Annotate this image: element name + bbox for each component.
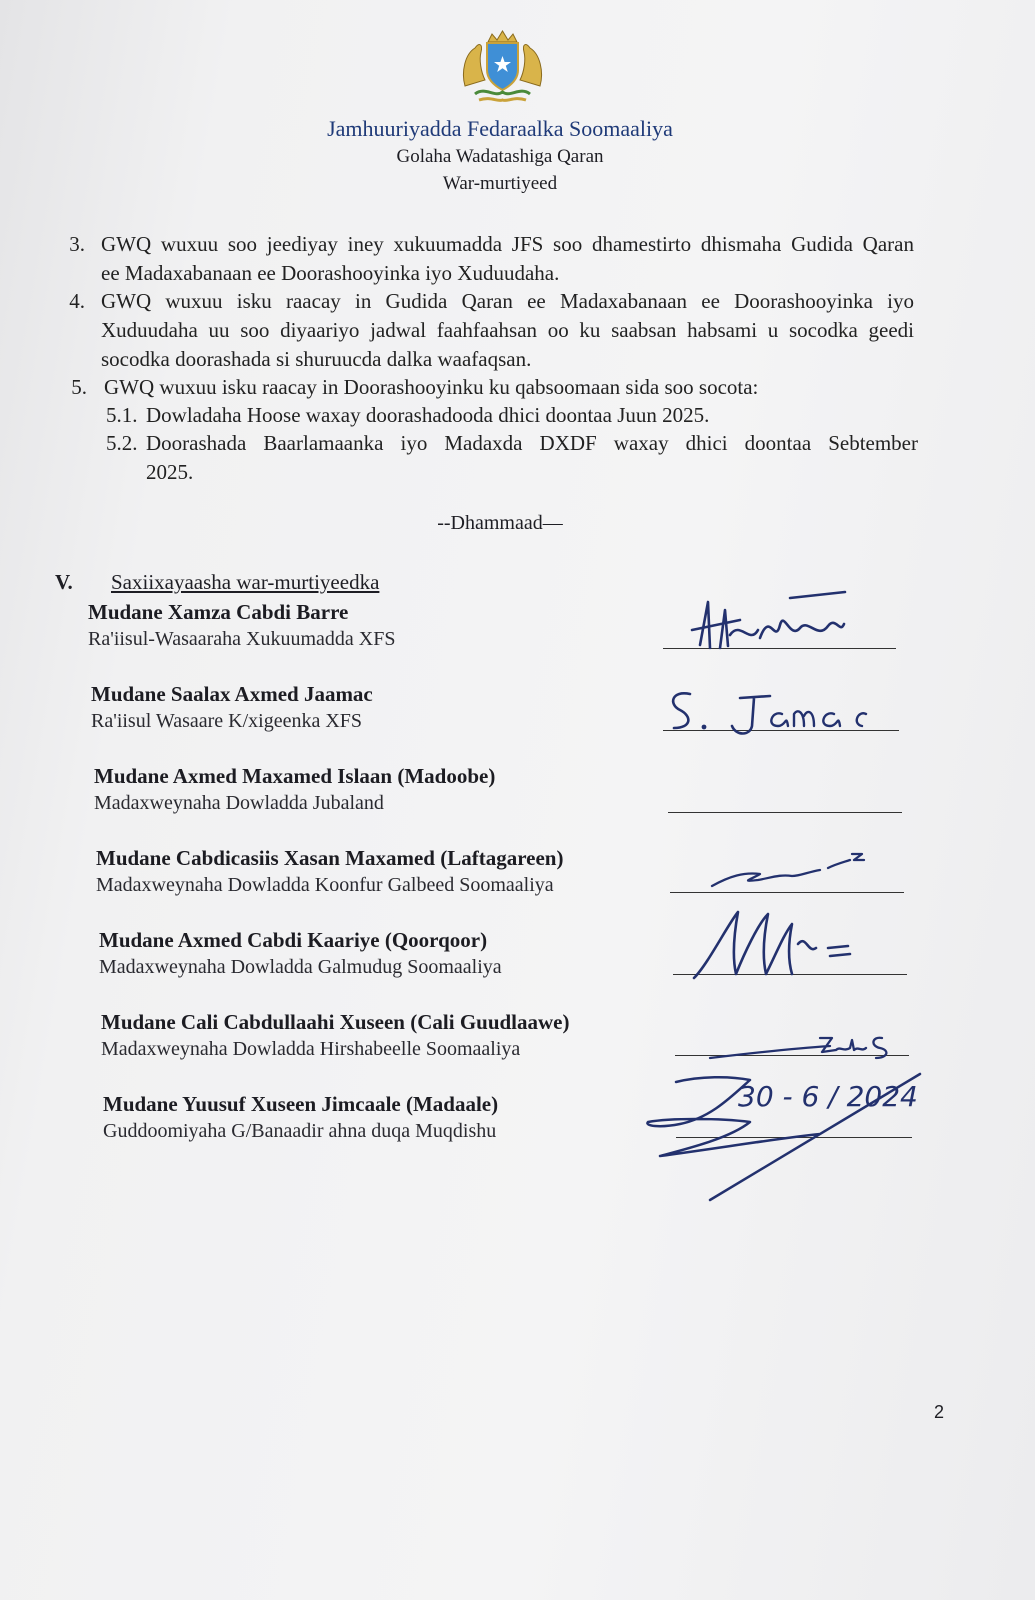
page-number: 2 <box>934 1402 945 1422</box>
signatory-name: Mudane Yuusuf Xuseen Jimcaale (Madaale) <box>103 1092 499 1116</box>
signatory-role: Ra'iisul-Wasaaraha Xukuumadda XFS <box>88 628 396 650</box>
end-mark: --Dhammaad— <box>437 512 563 534</box>
signatory-2 <box>91 682 373 733</box>
signatory-name: Mudane Xamza Cabdi Barre <box>88 600 349 624</box>
signatory-name: Mudane Axmed Maxamed Islaan (Madoobe) <box>94 764 496 788</box>
item-text-line: ee Madaxabanaan ee Doorashooyinka iyo Xuduudaha. <box>101 261 560 285</box>
signatory-name: Mudane Cali Cabdullaahi Xuseen (Cali Guudlaawe) <box>101 1010 570 1034</box>
signatory-role: Madaxweynaha Dowladda Jubaland <box>94 792 384 814</box>
signature-line <box>668 812 902 813</box>
item-text-line: Xuduudaha uu soo diyaariyo jadwal faahfaahsan oo ku saabsan habsami u socodka geedi <box>101 318 914 342</box>
header-council: Golaha Wadatashiga Qaran <box>396 146 604 167</box>
section-number: V. <box>55 570 73 594</box>
section-heading <box>55 570 379 595</box>
signatory-role: Madaxweynaha Dowladda Hirshabeelle Soomaaliya <box>101 1038 521 1060</box>
header-doc-type: War-murtiyeed <box>442 173 558 194</box>
header-republic: Jamhuuriyadda Fedaraalka Soomaaliya <box>327 116 673 141</box>
item-text-line: GWQ wuxuu isku raacay in Doorashooyinku ku qabsoomaan sida soo socota: <box>104 375 759 399</box>
sub-item-text-line: 2025. <box>146 460 194 484</box>
handwritten-signature <box>700 1028 910 1064</box>
handwritten-signature <box>700 846 870 892</box>
signatory-name: Mudane Saalax Axmed Jaamac <box>91 682 373 706</box>
item-text-line: GWQ wuxuu isku raacay in Gudida Qaran ee Madaxabanaan ee Doorashooyinka iyo <box>101 289 914 313</box>
signatory-role: Guddoomiyaha G/Banaadir ahna duqa Muqdishu <box>103 1120 497 1142</box>
sub-item-number: 5.1. <box>106 403 138 427</box>
sub-item-text-line: Doorashada Baarlamaanka iyo Madaxda DXDF waxay dhici doontaa Sebtember <box>146 431 918 455</box>
signatory-name: Mudane Cabdicasiis Xasan Maxamed (Laftagareen) <box>96 846 564 870</box>
signatory-1 <box>88 600 395 651</box>
signatory-name: Mudane Axmed Cabdi Kaariye (Qoorqoor) <box>99 928 488 952</box>
somalia-coat-of-arms-emblem <box>455 28 550 108</box>
section-title: Saxiixayaasha war-murtiyeedka <box>111 570 380 594</box>
handwritten-date-text: 30 - 6 / 2024 <box>738 1080 918 1113</box>
handwritten-date <box>738 1080 918 1113</box>
handwritten-signature <box>662 682 877 742</box>
signatory-6 <box>101 1010 570 1061</box>
sub-item-text-line: Dowladaha Hoose waxay doorashadooda dhici doontaa Juun 2025. <box>146 403 710 427</box>
item-number: 5. <box>71 375 87 399</box>
item-number: 3. <box>69 232 85 256</box>
signature-line <box>670 892 904 893</box>
signatory-role: Madaxweynaha Dowladda Galmudug Soomaaliya <box>99 956 502 978</box>
item-text-line: socodka doorashada si shuruucda dalka waafaqsan. <box>101 347 532 371</box>
handwritten-signature <box>680 590 870 660</box>
signatory-5 <box>99 928 502 979</box>
signatory-3 <box>94 764 495 815</box>
sub-item-number: 5.2. <box>106 431 138 455</box>
handwritten-signature <box>688 904 868 984</box>
signatory-role: Ra'iisul Wasaare K/xigeenka XFS <box>91 710 363 732</box>
signatory-role: Madaxweynaha Dowladda Koonfur Galbeed Soomaaliya <box>96 874 554 896</box>
signatory-7 <box>103 1092 498 1143</box>
item-number: 4. <box>69 289 85 313</box>
item-text-line: GWQ wuxuu soo jeediyay iney xukuumadda JFS soo dhamestirto dhismaha Gudida Qaran <box>101 232 914 256</box>
signatory-4 <box>96 846 563 897</box>
